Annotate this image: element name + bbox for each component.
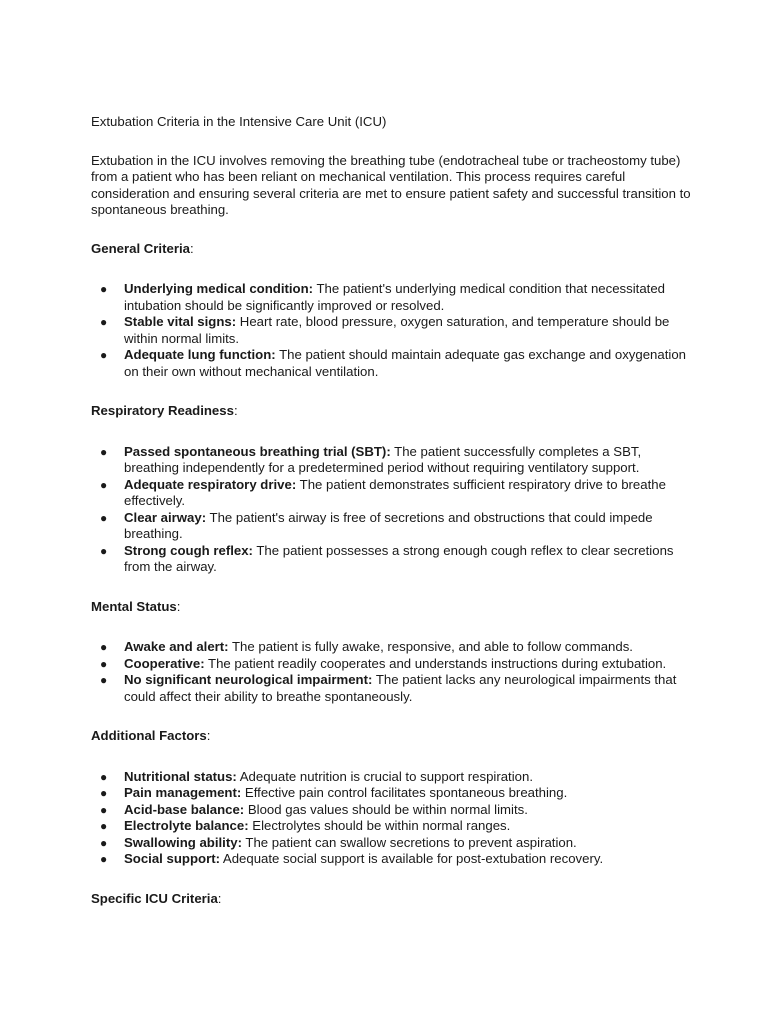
criterion-term: Passed spontaneous breathing trial (SBT): [124,443,391,459]
bullet-icon: ● [100,819,108,833]
criterion-term: Clear airway: [124,509,207,525]
list-item [91,769,691,786]
bullet-icon: ● [100,315,108,329]
bullet-icon: ● [100,802,108,817]
section-additional-factors [91,728,691,868]
list-item [91,818,691,835]
criterion-text: Heart rate, blood pressure, oxygen saturation, and temperature should be within normal limits. [124,314,670,346]
criterion-text: Electrolytes should be within normal ranges. [248,818,511,833]
bullet-icon: ● [100,656,108,671]
bullet-icon: ● [100,835,108,850]
criterion-text: Effective pain control facilitates spontaneous breathing. [241,785,568,800]
criterion-term: Adequate respiratory drive: [124,476,297,492]
criterion-text: The patient possesses a strong enough cough reflex to clear secretions from the airway. [124,542,674,574]
criterion-text: The patient's airway is free of secretions and obstructions that could impede breathing. [124,509,653,541]
bullet-icon: ● [100,348,108,362]
criterion-term: Strong cough reflex: [124,542,253,558]
list-item [91,639,691,656]
criterion-term: Social support: [124,851,220,866]
list-item [91,851,691,868]
criteria-list [91,444,691,576]
criterion-text: The patient is fully awake, responsive, and able to follow commands. [228,639,633,654]
section-heading: Mental Status: [91,598,181,614]
list-item [91,656,691,673]
criterion-text: The patient lacks any neurological impairments that could affect their ability to breathe spontaneously. [124,672,677,704]
section-heading: Specific ICU Criteria: [91,890,222,906]
list-item [91,477,691,510]
section-respiratory-readiness [91,403,691,576]
criterion-text: The patient readily cooperates and understands instructions during extubation. [204,655,667,671]
criterion-text: The patient's underlying medical condition that necessitated intubation should be significantly improved or resolved. [124,281,666,313]
bullet-icon: ● [100,510,108,525]
criteria-list [91,639,691,705]
criteria-list [91,281,691,380]
intro-paragraph: Extubation in the ICU involves removing the breathing tube (endotracheal tube or tracheostomy tube) from a patient who has been reliant on mechanical ventilation. This process requires careful consideration and ensuring several criteria are met to ensure patient safety and successful transition to spontaneous breathing. [91,152,691,217]
criteria-list [91,769,691,868]
section-specific-icu-criteria [91,891,691,908]
list-item [91,314,691,347]
criterion-text: Adequate nutrition is crucial to support respiration. [236,768,533,784]
document-title: Extubation Criteria in the Intensive Care Unit (ICU) [91,114,387,129]
list-item [91,785,691,802]
bullet-icon: ● [100,477,108,492]
criterion-text: Adequate social support is available for post-extubation recovery. [219,851,604,866]
list-item [91,281,691,314]
criterion-term: Nutritional status: [124,768,237,784]
criterion-text: The patient should maintain adequate gas exchange and oxygenation on their own without mechanical ventilation. [124,347,686,379]
bullet-icon: ● [100,852,108,866]
section-heading: Additional Factors: [91,728,211,743]
bullet-icon: ● [100,786,108,800]
criterion-term: Awake and alert: [124,639,229,654]
bullet-icon: ● [100,543,108,558]
section-general-criteria [91,241,691,381]
bullet-icon: ● [100,640,108,654]
criterion-text: The patient demonstrates sufficient respiratory drive to breathe effectively. [124,476,666,508]
criterion-term: Swallowing ability: [124,834,242,850]
criterion-term: Electrolyte balance: [124,818,249,833]
list-item [91,543,691,576]
criterion-term: Cooperative: [124,655,205,671]
criterion-text: The patient can swallow secretions to prevent aspiration. [241,834,577,850]
criterion-term: Adequate lung function: [124,347,276,362]
criterion-term: No significant neurological impairment: [124,672,373,687]
list-item [91,672,691,705]
list-item [91,347,691,380]
list-item [91,444,691,477]
list-item [91,835,691,852]
bullet-icon: ● [100,444,108,459]
list-item [91,802,691,819]
document-page [91,114,691,907]
criterion-term: Pain management: [124,785,242,800]
section-heading: Respiratory Readiness: [91,403,238,418]
bullet-icon: ● [100,282,108,296]
list-item [91,510,691,543]
criterion-term: Stable vital signs: [124,314,237,329]
criterion-text: The patient successfully completes a SBT, breathing independently for a predetermined period without requiring ventilatory support. [124,443,642,475]
criterion-term: Underlying medical condition: [124,281,314,296]
bullet-icon: ● [100,673,108,687]
criterion-text: Blood gas values should be within normal limits. [244,801,528,817]
section-mental-status [91,599,691,706]
criterion-term: Acid-base balance: [124,801,245,817]
section-heading: General Criteria: [91,240,194,256]
bullet-icon: ● [100,769,108,784]
